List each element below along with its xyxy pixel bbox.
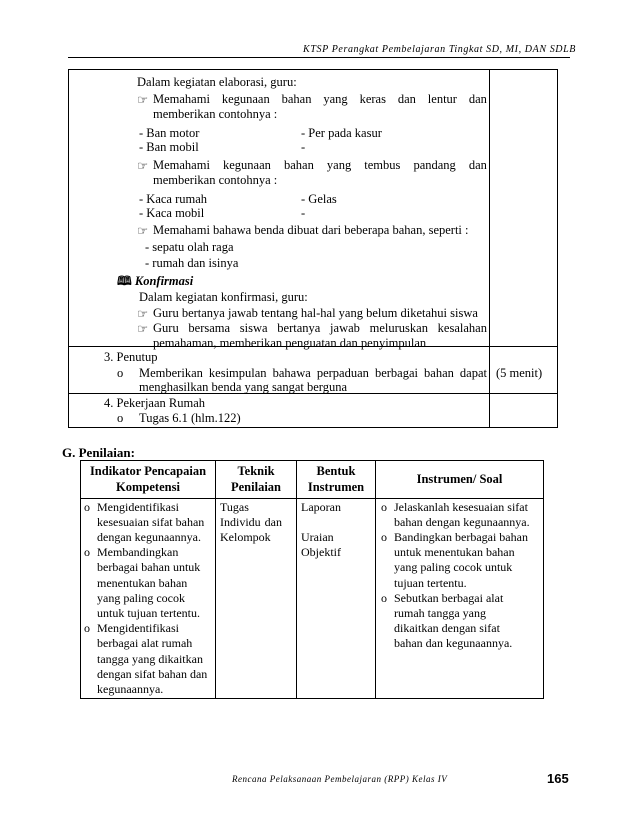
pr-title: 4. Pekerjaan Rumah [104, 396, 206, 410]
footer-text: Rencana Pelaksanaan Pembelajaran (RPP) Kelas IV [232, 774, 448, 784]
penutup-time-cell [490, 347, 558, 394]
elaborasi-bullet-2: Memahami kegunaan bahan yang tembus pandang dan [153, 158, 487, 172]
example-item: - rumah dan isinya [145, 256, 239, 270]
example-item: - Per pada kasur [301, 126, 382, 140]
pr-time-cell [490, 394, 558, 428]
bentuk-cell [297, 498, 376, 699]
soal-item: o Sebutkan berbagai alat rumah tangga yang dikaitkan dengan sifat bahan dan kegunaannya. [381, 591, 531, 652]
inti-cell [69, 70, 490, 350]
col-header-teknik: Teknik Penilaian [216, 461, 297, 499]
pointing-hand-icon: ☞ [137, 93, 149, 107]
indikator-item: o Membandingkan berbagai bahan untuk menentukan bahan yang paling cocok untuk tujuan tertentu. [84, 545, 211, 621]
pointing-hand-icon: ☞ [137, 307, 149, 321]
col-header-soal: Instrumen/ Soal [376, 461, 544, 499]
example-item: - Gelas [301, 192, 337, 206]
soal-cell [376, 498, 544, 699]
assessment-table [80, 460, 544, 699]
penutup-title: 3. Penutup [104, 350, 158, 364]
elaborasi-bullet-3: Memahami bahawa benda dibuat dari beberapa bahan, seperti : [153, 223, 469, 237]
teknik-cell [216, 498, 297, 699]
elaborasi-intro: Dalam kegiatan elaborasi, guru: [137, 75, 297, 89]
pointing-hand-icon: ☞ [137, 159, 149, 173]
soal-item: o Bandingkan berbagai bahan untuk menentukan bahan yang paling cocok untuk tujuan tertentu. [381, 530, 531, 591]
soal-item: o Jelaskanlah kesesuaian sifat bahan dengan kegunaannya. [381, 500, 531, 530]
teknik-text: Tugas Individu dan Kelompok [220, 499, 282, 544]
col-header-bentuk: Bentuk Instrumen [297, 461, 376, 499]
header-rule [68, 57, 570, 58]
example-item: - sepatu olah raga [145, 240, 234, 254]
konfirmasi-bullet-1: Guru bertanya jawab tentang hal-hal yang belum diketahui siswa [153, 306, 478, 320]
example-item: - Kaca mobil [139, 206, 205, 220]
bentuk-uraian: Uraian Objektif [301, 529, 341, 559]
elaborasi-bullet-1-cont: memberikan contohnya : [153, 107, 278, 121]
konfirmasi-heading: 🕮 Konfirmasi [117, 274, 194, 288]
example-item: - Kaca rumah [139, 192, 208, 206]
konfirmasi-intro: Dalam kegiatan konfirmasi, guru: [139, 290, 308, 304]
bentuk-laporan: Laporan [301, 499, 341, 514]
elaborasi-bullet-2-cont: memberikan contohnya : [153, 173, 278, 187]
page-number: 165 [547, 771, 569, 786]
pr-cell [69, 394, 490, 428]
penilaian-title: G. Penilaian: [62, 445, 135, 460]
pr-item: Tugas 6.1 (hlm.122) [139, 411, 241, 425]
penutup-item: Memberikan kesimpulan bahawa perpaduan berbagai bahan dapat [139, 366, 487, 380]
penutup-item-cont: menghasilkan benda yang sangat berguna [139, 380, 348, 394]
konfirmasi-bullet-2: Guru bersama siswa bertanya jawab meluruskan kesalahan [153, 321, 487, 335]
example-item: - [301, 206, 306, 220]
elaborasi-bullet-1: Memahami kegunaan bahan yang keras dan lentur dan [153, 92, 487, 106]
list-marker: o [117, 366, 124, 380]
penutup-time: (5 menit) [496, 366, 543, 380]
pointing-hand-icon: ☞ [137, 322, 149, 336]
indikator-cell [81, 498, 216, 699]
col-header-indikator: Indikator Pencapaian Kompetensi [81, 461, 216, 499]
example-item: - Ban motor [139, 126, 200, 140]
activity-table [68, 69, 558, 428]
konfirmasi-bullet-2-cont: pemahaman, memberikan penguatan dan penyimpulan [153, 336, 427, 350]
example-item: - [301, 140, 306, 154]
book-icon: 🕮 [117, 274, 132, 288]
example-item: - Ban mobil [139, 140, 199, 154]
running-header: KTSP Perangkat Pembelajaran Tingkat SD, MI, DAN SDLB [303, 44, 576, 55]
pointing-hand-icon: ☞ [137, 224, 149, 238]
penutup-cell [69, 347, 490, 394]
indikator-item: o Mengidentifikasi kesesuaian sifat bahan dengan kegunaannya. [84, 500, 211, 546]
inti-time-cell [490, 70, 558, 347]
indikator-item: o Mengidentifikasi berbagai alat rumah tangga yang dikaitkan dengan sifat bahan dan kegunaannya. [84, 621, 211, 697]
list-marker: o [117, 411, 124, 425]
